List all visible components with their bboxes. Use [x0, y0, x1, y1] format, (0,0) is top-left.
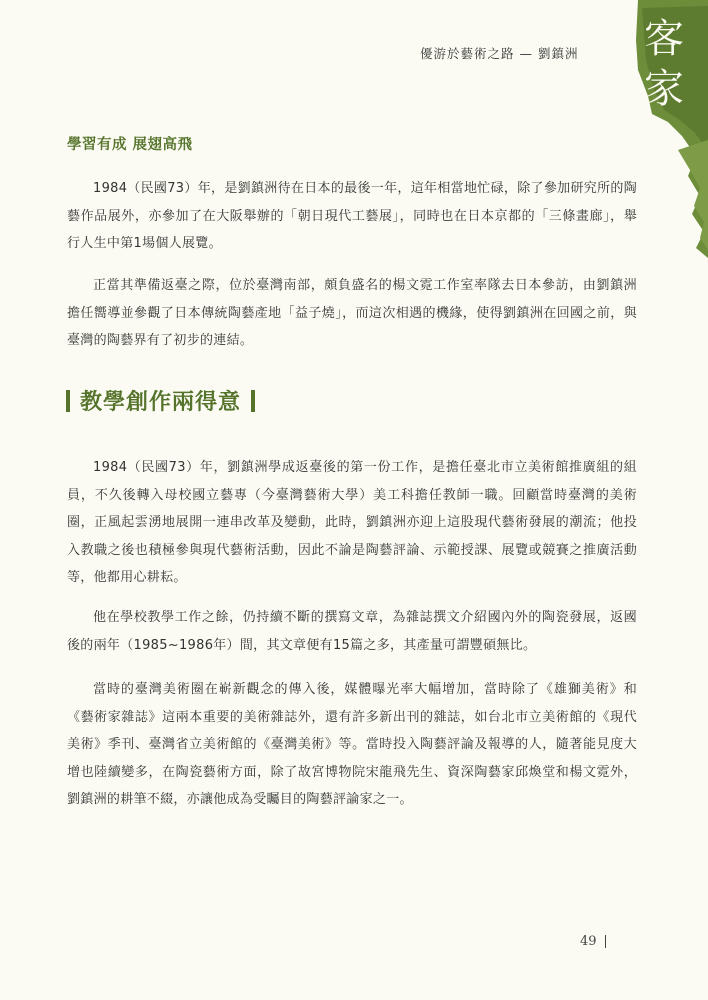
page-number	[580, 934, 606, 949]
chapter-tab-char-1: 客	[644, 16, 684, 62]
page-number-divider	[605, 935, 607, 948]
section-title: 教學創作兩得意	[80, 389, 242, 415]
paragraph-1: 1984（民國73）年，是劉鎮洲待在日本的最後一年，這年相當地忙碌，除了參加研究所的陶藝作品展外，亦參加了在大阪舉辦的「朝日現代工藝展」，同時也在日本京都的「三條畫廊」，舉行人生中第1場個人展覽。	[67, 181, 637, 251]
section-heading	[66, 385, 255, 416]
paragraph-3: 1984（民國73）年，劉鎮洲學成返臺後的第一份工作，是擔任臺北市立美術館推廣組的組員，不久後轉入母校國立藝專（今臺灣藝術大學）美工科擔任教師一職。回顧當時臺灣的美術圈，正風起雲湧地展開一連串改革及變動，此時，劉鎮洲亦迎上這股現代藝術發展的潮流；他投入教職之後也積極參與現代藝術活動，因此不論是陶藝評論、示範授課、展覽或競賽之推廣活動等，他都用心耕耘。	[67, 460, 637, 585]
heading-bar-right	[251, 390, 255, 412]
page-number-text: 49	[580, 934, 597, 949]
paragraph-4: 他在學校教學工作之餘，仍持續不斷的撰寫文章，為雜誌撰文介紹國內外的陶瓷發展，返國後的兩年（1985~1986年）間，其文章便有15篇之多，其產量可謂豐碩無比。	[67, 610, 637, 653]
paragraph-2: 正當其準備返臺之際，位於臺灣南部，頗負盛名的楊文霓工作室率隊去日本參訪，由劉鎮洲擔任嚮導並參觀了日本傳統陶藝產地「益子燒」，而這次相遇的機緣，使得劉鎮洲在回國之前，與臺灣的陶藝界有了初步的連結。	[67, 278, 637, 348]
heading-bar-left	[66, 390, 70, 412]
chapter-tab	[626, 14, 702, 114]
running-header: 優游於藝術之路 — 劉鎮洲	[420, 46, 579, 61]
paragraph-5: 當時的臺灣美術圈在嶄新觀念的傳入後，媒體曝光率大幅增加，當時除了《雄獅美術》和《藝術家雜誌》這兩本重要的美術雜誌外，還有許多新出刊的雜誌，如台北市立美術館的《現代美術》季刊、臺灣省立美術館的《臺灣美術》等。當時投入陶藝評論及報導的人，隨著能見度大增也陸續變多，在陶瓷藝術方面，除了故宮博物院宋龍飛先生、資深陶藝家邱煥堂和楊文霓外，劉鎮洲的耕筆不綴，亦讓他成為受矚目的陶藝評論家之一。	[67, 682, 637, 807]
chapter-tab-char-2: 家	[644, 66, 684, 112]
subsection-heading: 學習有成 展翅高飛	[67, 137, 193, 153]
